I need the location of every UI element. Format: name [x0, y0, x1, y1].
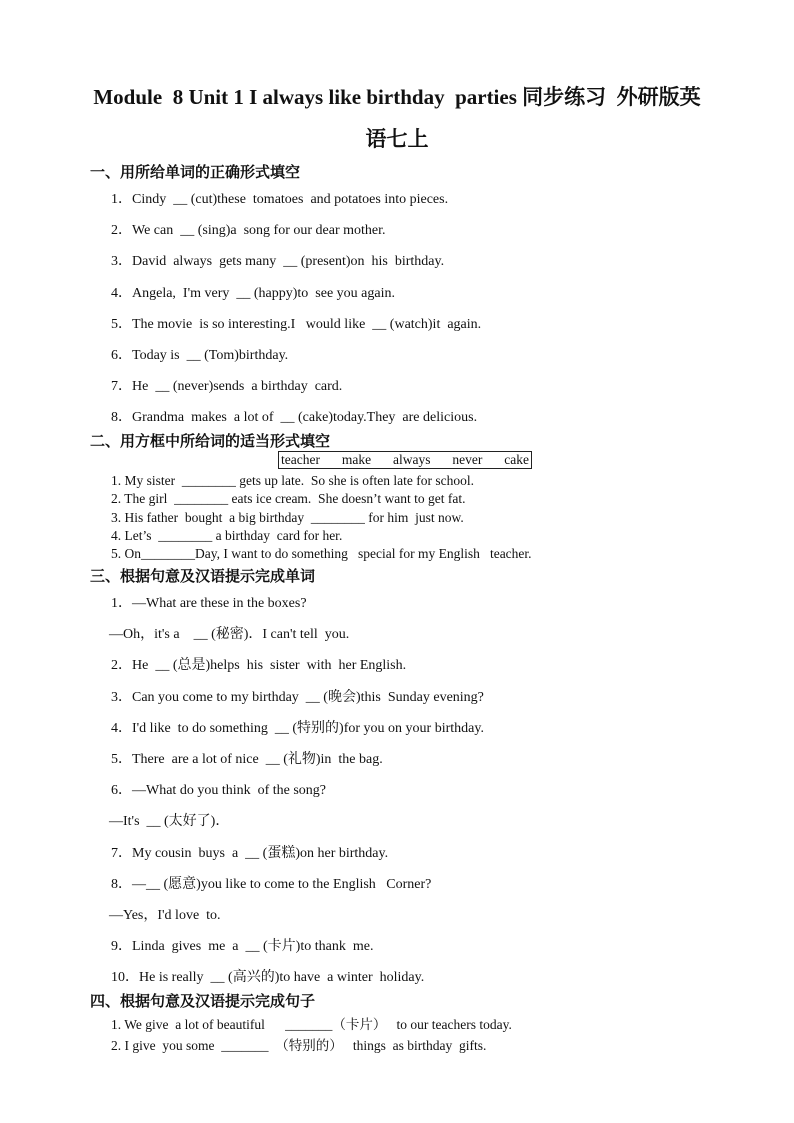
section-3-item: —It's __ (太好了)． [109, 814, 230, 829]
section-3-item: 10．He is really __ (高兴的)to have a winter holiday. [111, 970, 425, 985]
section-2-item: 5. On________Day, I want to do something special for my English teacher. [111, 546, 532, 561]
section-3-item: 3．Can you come to my birthday __ (晚会)this Sunday evening? [111, 690, 484, 705]
section-1-item: 8．Grandma makes a lot of __ (cake)today.They are delicious. [111, 410, 478, 425]
section-3-heading: 三、根据句意及汉语提示完成单词 [90, 567, 316, 585]
section-3-item: 8．—__ (愿意)you like to come to the English Corner? [111, 877, 432, 892]
section-4-item: 2. I give you some _______ （特别的） things as birthday gifts. [111, 1038, 487, 1053]
section-1-item: 4．Angela, I'm very __ (happy)to see you again. [111, 286, 395, 301]
section-2-heading: 二、用方框中所给词的适当形式填空 [90, 432, 331, 450]
section-3-item: 1．—What are these in the boxes? [111, 596, 307, 611]
section-2-item: 4. Let’s ________ a birthday card for her. [111, 528, 343, 543]
section-1-item: 6．Today is __ (Tom)birthday. [111, 348, 289, 363]
section-1-item: 2．We can __ (sing)a song for our dear mother. [111, 223, 386, 238]
title-line-2: 语七上 [365, 127, 429, 151]
section-4-heading: 四、根据句意及汉语提示完成句子 [90, 992, 316, 1010]
word-box-word: cake [504, 452, 529, 467]
word-box-word: never [452, 452, 483, 467]
word-box-word: make [341, 452, 372, 467]
section-2-item: 1. My sister ________ gets up late. So she is often late for school. [111, 473, 474, 488]
section-3-item: 2．He __ (总是)helps his sister with her English. [111, 658, 407, 673]
section-3-item: 9．Linda gives me a __ (卡片)to thank me. [111, 939, 374, 954]
section-2-item: 2. The girl ________ eats ice cream. She doesn’t want to get fat. [111, 491, 466, 506]
section-2-item: 3. His father bought a big birthday ________ for him just now. [111, 510, 464, 525]
section-3-item: 6．—What do you think of the song? [111, 783, 327, 798]
word-box-word: always [393, 452, 431, 467]
section-1-item: 3．David always gets many __ (present)on his birthday. [111, 254, 445, 269]
word-box [278, 451, 532, 469]
section-3-item: —Oh，it's a __ (秘密)．I can't tell you. [109, 627, 350, 642]
section-1-item: 5．The movie is so interesting.I would like __ (watch)it again. [111, 317, 482, 332]
section-3-item: 5．There are a lot of nice __ (礼物)in the bag. [111, 752, 383, 767]
section-3-item: 4．I'd like to do something __ (特别的)for you on your birthday. [111, 721, 484, 736]
section-1-item: 1．Cindy __ (cut)these tomatoes and potatoes into pieces. [111, 192, 449, 207]
section-1-heading: 一、用所给单词的正确形式填空 [90, 163, 301, 181]
section-1-item: 7．He __ (never)sends a birthday card. [111, 379, 343, 394]
section-3-item: 7．My cousin buys a __ (蛋糕)on her birthday. [111, 846, 389, 861]
section-3-item: —Yes，I'd love to. [109, 908, 221, 923]
section-4-item: 1. We give a lot of beautiful _______（卡片） to our teachers today. [111, 1017, 512, 1032]
title-line-1: Module 8 Unit 1 I always like birthday parties 同步练习 外研版英 [93, 85, 701, 109]
word-box-word: teacher [281, 452, 320, 467]
